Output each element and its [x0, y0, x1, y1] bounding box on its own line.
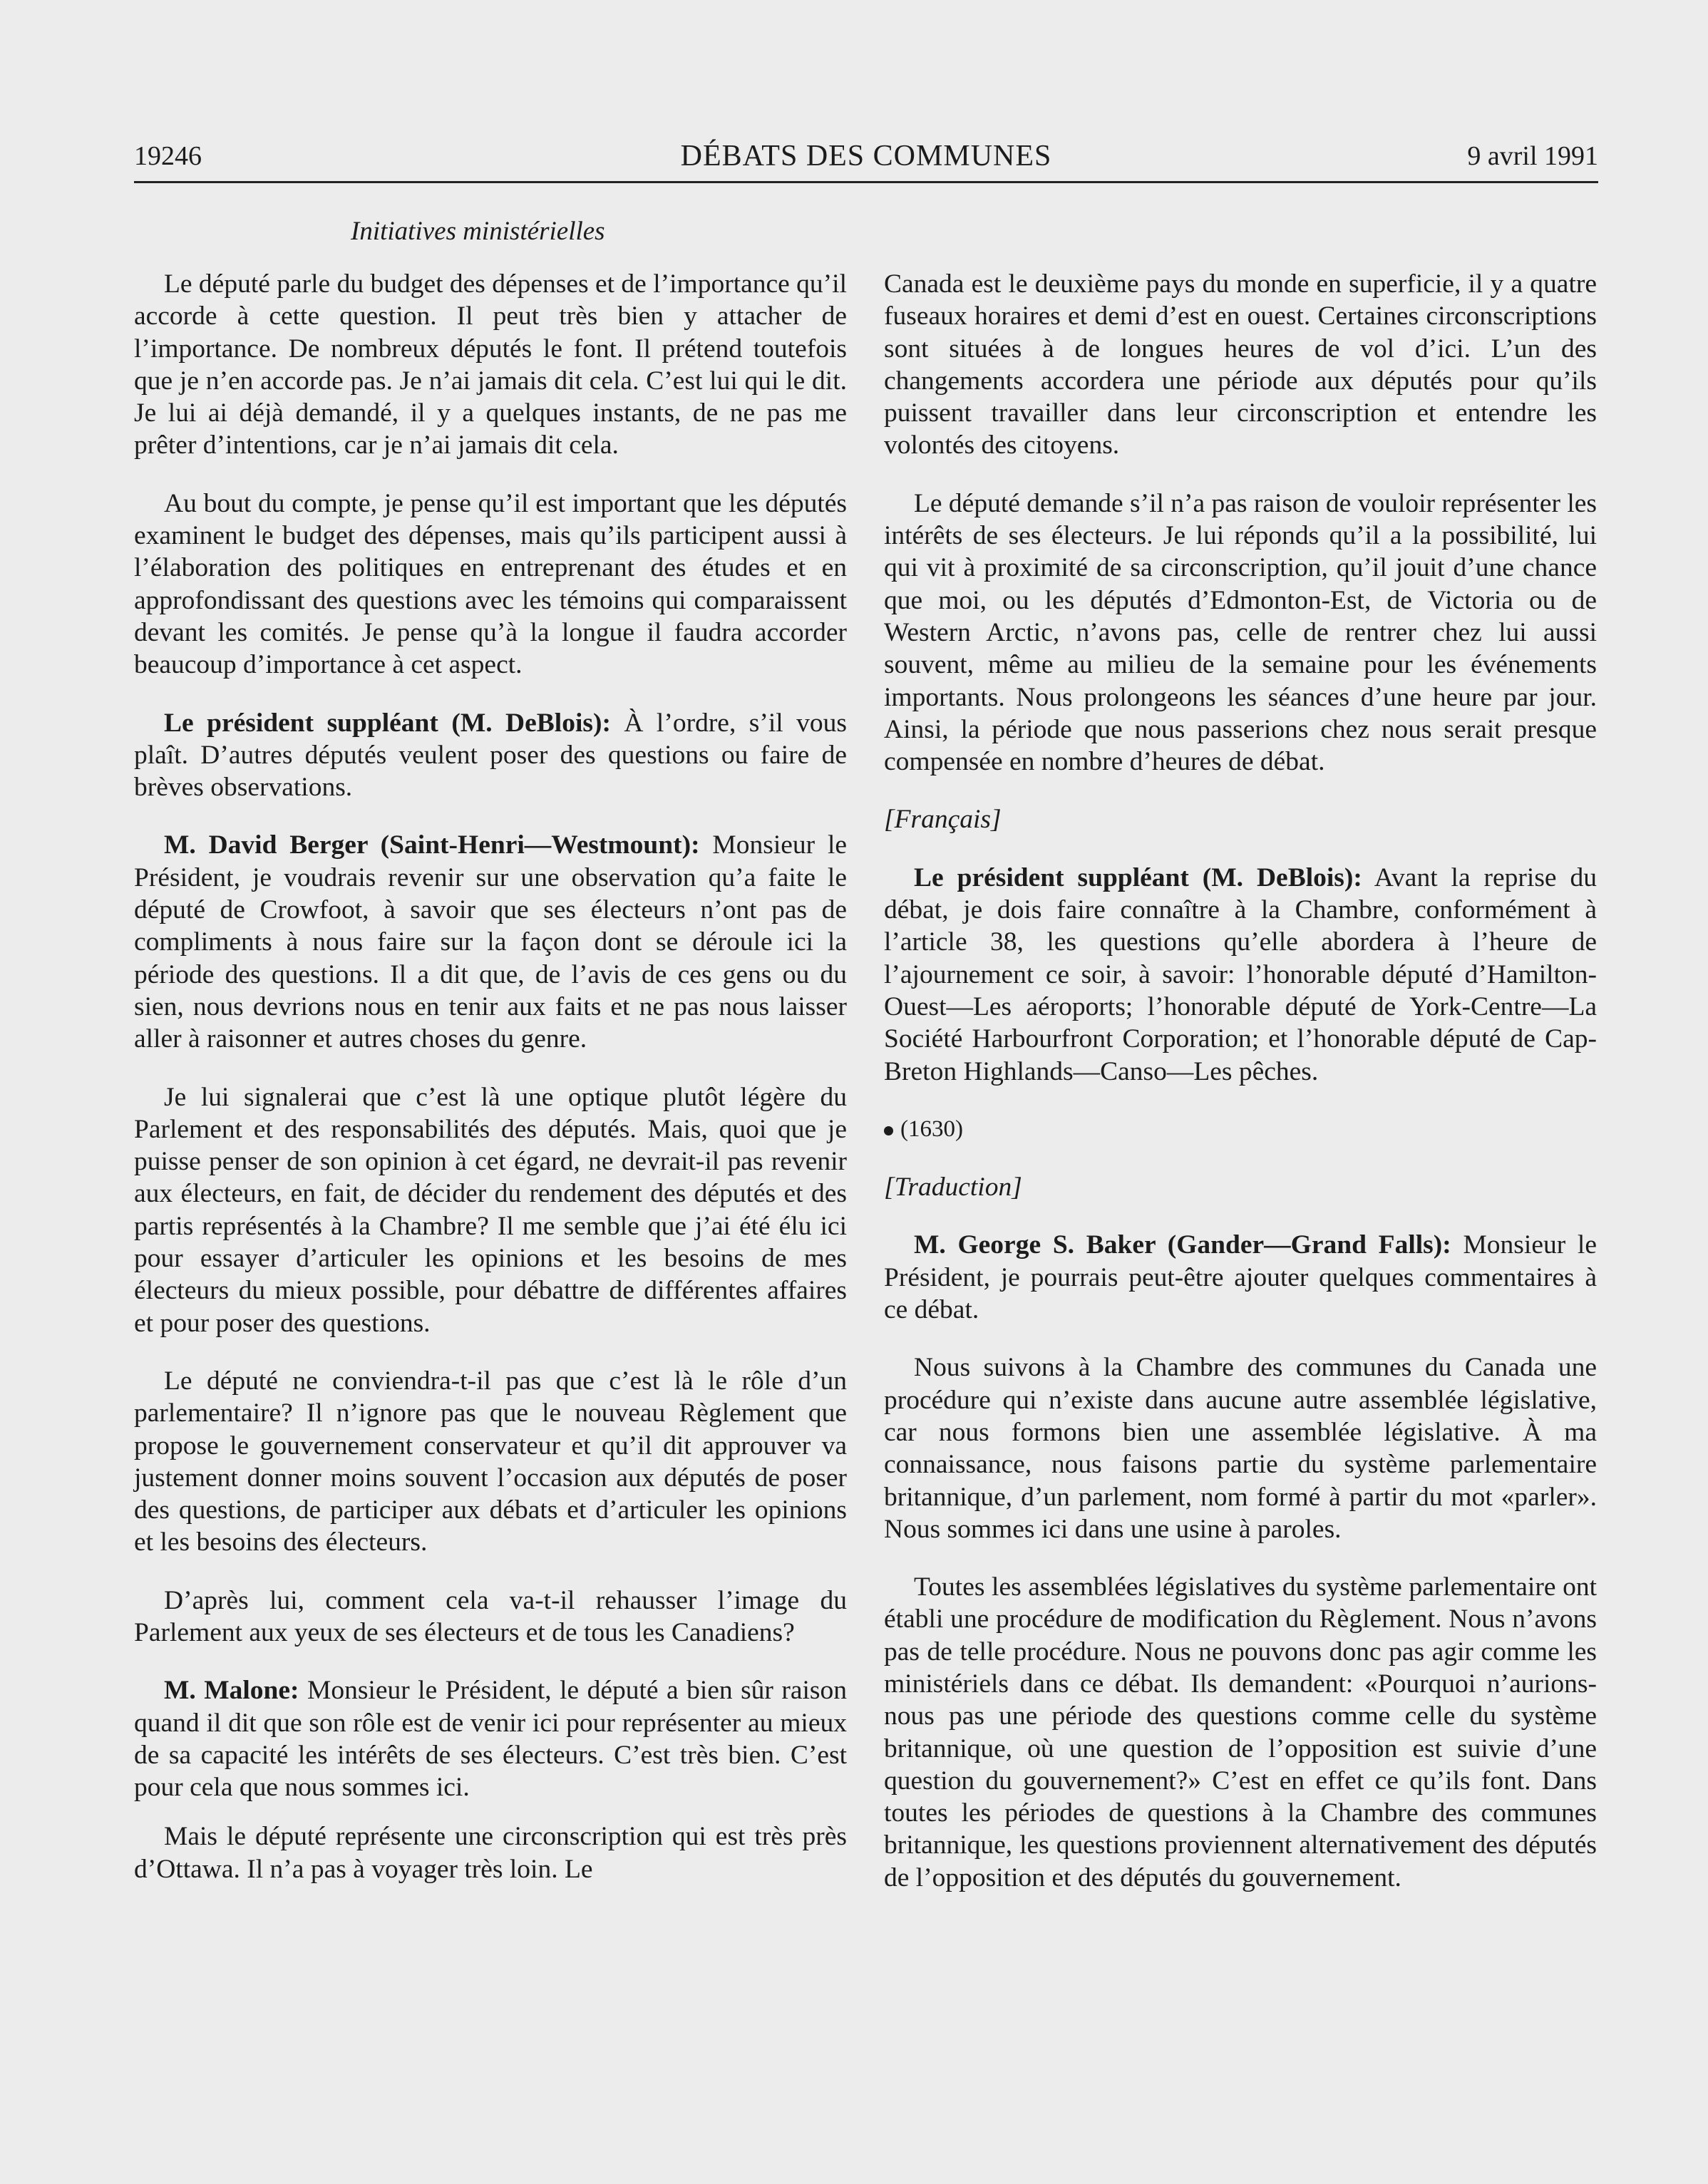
page-number: 19246	[134, 141, 202, 171]
paragraph-text: Monsieur le Président, je pourrais peut-être ajouter quelques commentaires à ce débat.	[884, 1230, 1597, 1325]
bullet-icon	[884, 1126, 893, 1135]
time-stamp-text: (1630)	[900, 1116, 963, 1142]
paragraph-text: Mais le député représente une circonscription qui est très près d’Ottawa. Il n’a pas à voyager très loin. Le	[134, 1822, 847, 1884]
speaker-name: M. David Berger (Saint-Henri—Westmount):	[164, 830, 700, 860]
language-marker: [Traduction]	[884, 1173, 1022, 1202]
paragraph	[134, 1674, 847, 1803]
paragraph-text: Avant la reprise du débat, je dois faire connaître à la Chambre, conformément à l’article 38, les questions qu’elle abordera à l’heure de l’ajournement ce soir, à savoir: l’honorable député d’Hamilton-Ouest—Les aéroports; l’honorable député de York-Centre—La Société Harbourfront Corporation; et l’honorable député de Cap-Breton Highlands—Canso—Les pêches.	[884, 862, 1598, 1086]
paragraph	[884, 862, 1597, 1088]
section-title: Initiatives ministérielles	[351, 217, 605, 246]
paragraph: Nous suivons à la Chambre des communes du Canada une procédure qui n’existe dans aucune autre assemblée législative, car nous formons bien une assemblée législative. À ma connaissance, nous faisons partie du système parlementaire britannique, d’un parlement, nom formé à partir du mot «parler». Nous sommes ici dans une usine à paroles.	[884, 1353, 1597, 1544]
speaker-name: M. George S. Baker (Gander—Grand Falls):	[914, 1230, 1451, 1260]
speaker-name: Le président suppléant (M. DeBlois):	[164, 708, 611, 738]
paragraph	[134, 268, 847, 462]
paragraph: Toutes les assemblées législatives du système parlementaire ont établi une procédure de modification du Règlement. Nous n’avons pas de telle procédure. Nous ne pouvons donc pas agir comme les ministériels dans ce débat. Ils demandent: «Pourquoi n’aurions-nous pas une période des questions comme celle du système britannique, où une question de l’opposition est suivie d’une question du gouvernement?» C’est en effet ce qu’ils font. Dans toutes les périodes de questions à la Chambre des communes britannique, les questions proviennent alternativement des députés de l’opposition et des députés du gouvernement.	[884, 1572, 1597, 1892]
running-title: DÉBATS DES COMMUNES	[680, 140, 1052, 172]
paragraph-text: Monsieur le Président, je voudrais revenir sur une observation qu’a faite le député de Crowfoot, à savoir que ses électeurs n’ont pas de compliments à nous faire sur la façon dont se déroule ici la période des questions. Il a dit que, de l’avis de ces gens ou du sien, nous devrions nous en tenir aux faits et ne pas nous laisser aller à raisonner et autres choses du genre.	[134, 830, 848, 1054]
left-column	[134, 268, 847, 1911]
paragraph	[134, 1820, 847, 1885]
speaker-name: Le président suppléant (M. DeBlois):	[914, 862, 1362, 892]
paragraph	[134, 1585, 847, 1649]
paragraph: Canada est le deuxième pays du monde en superficie, il y a quatre fuseaux horaires et demi d’est en ouest. Certaines circonscriptions sont situées à de longues heures de vol d’ici. L’un des changements accordera une période aux députés pour qu’ils puissent travailler dans leur circonscription et entendre les volontés des citoyens.	[884, 269, 1597, 460]
paragraph-text: À l’ordre, s’il vous plaît. D’autres députés veulent poser des questions ou faire de brèves observations.	[134, 708, 847, 803]
paragraph: Le député demande s’il n’a pas raison de vouloir représenter les intérêts de ses électeurs. Je lui réponds qu’il a la possibilité, lui qui vit à proximité de sa circonscription, qu’il jouit d’une chance que moi, ou les députés d’Edmonton-Est, de Victoria ou de Western Arctic, n’avons pas, celle de rentrer chez lui aussi souvent, même au milieu de la semaine pour les événements importants. Nous prolongeons les séances d’une heure par jour. Ainsi, la période que nous passerions chez nous serait presque compensée en nombre d’heures de débat.	[884, 488, 1597, 777]
paragraph-text: D’après lui, comment cela va-t-il rehausser l’image du Parlement aux yeux de ses électeurs et de tous les Canadiens?	[134, 1585, 847, 1647]
paragraph	[134, 829, 847, 1055]
paragraph-text: Le député parle du budget des dépenses et de l’importance qu’il accorde à cette question. Il peut très bien y attacher de l’importance. De nombreux députés le font. Il prétend toutefois que je n’en accorde pas. Je n’ai jamais dit cela. C’est lui qui le dit. Je lui ai déjà demandé, il y a quelques instants, de ne pas me prêter d’intentions, car je n’ai jamais dit cela.	[134, 269, 847, 460]
paragraph-text: Je lui signalerai que c’est là une optique plutôt légère du Parlement et des responsabilités des députés. Mais, quoi que je puisse penser de son opinion à cet égard, ne devrait-il pas revenir aux électeurs, en fait, de décider du rendement des députés et des partis représentés à la Chambre? Il me semble que j’ai été élu ici pour essayer d’articuler les opinions et les besoins de mes électeurs du mieux possible, pour débattre de différentes affaires et pour poser des questions.	[134, 1082, 847, 1338]
issue-date: 9 avril 1991	[1467, 141, 1598, 171]
paragraph-text: Le député ne conviendra-t-il pas que c’est là le rôle d’un parlementaire? Il n’ignore pas que le nouveau Règlement que propose le gouvernement conservateur et qu’il dit approuver va justement donner moins souvent l’occasion aux députés de poser des questions, de participer aux débats et d’articuler les opinions et les besoins des électeurs.	[134, 1366, 847, 1557]
language-marker: [Français]	[884, 805, 1002, 835]
paragraph	[884, 1229, 1597, 1326]
paragraph	[134, 488, 847, 681]
right-column	[884, 268, 1597, 1920]
paragraph-text: Monsieur le Président, le député a bien sûr raison quand il dit que son rôle est de venir ici pour représenter au mieux de sa capacité les intérêts de ses électeurs. C’est très bien. C’est pour cela que nous sommes ici.	[134, 1676, 848, 1803]
paragraph	[134, 707, 847, 804]
paragraph	[134, 1365, 847, 1559]
page-header	[134, 140, 1598, 183]
paragraph-text: Au bout du compte, je pense qu’il est important que les députés examinent le budget des dépenses, mais qu’ils participent aussi à l’élaboration des politiques en entreprenant des études et en approfondissant des questions avec les témoins qui comparaissent devant les comités. Je pense qu’à la longue il faudra accorder beaucoup d’importance à cet aspect.	[134, 488, 847, 680]
speaker-name: M. Malone:	[164, 1676, 299, 1706]
time-stamp	[884, 1113, 1597, 1145]
paragraph	[134, 1081, 847, 1339]
